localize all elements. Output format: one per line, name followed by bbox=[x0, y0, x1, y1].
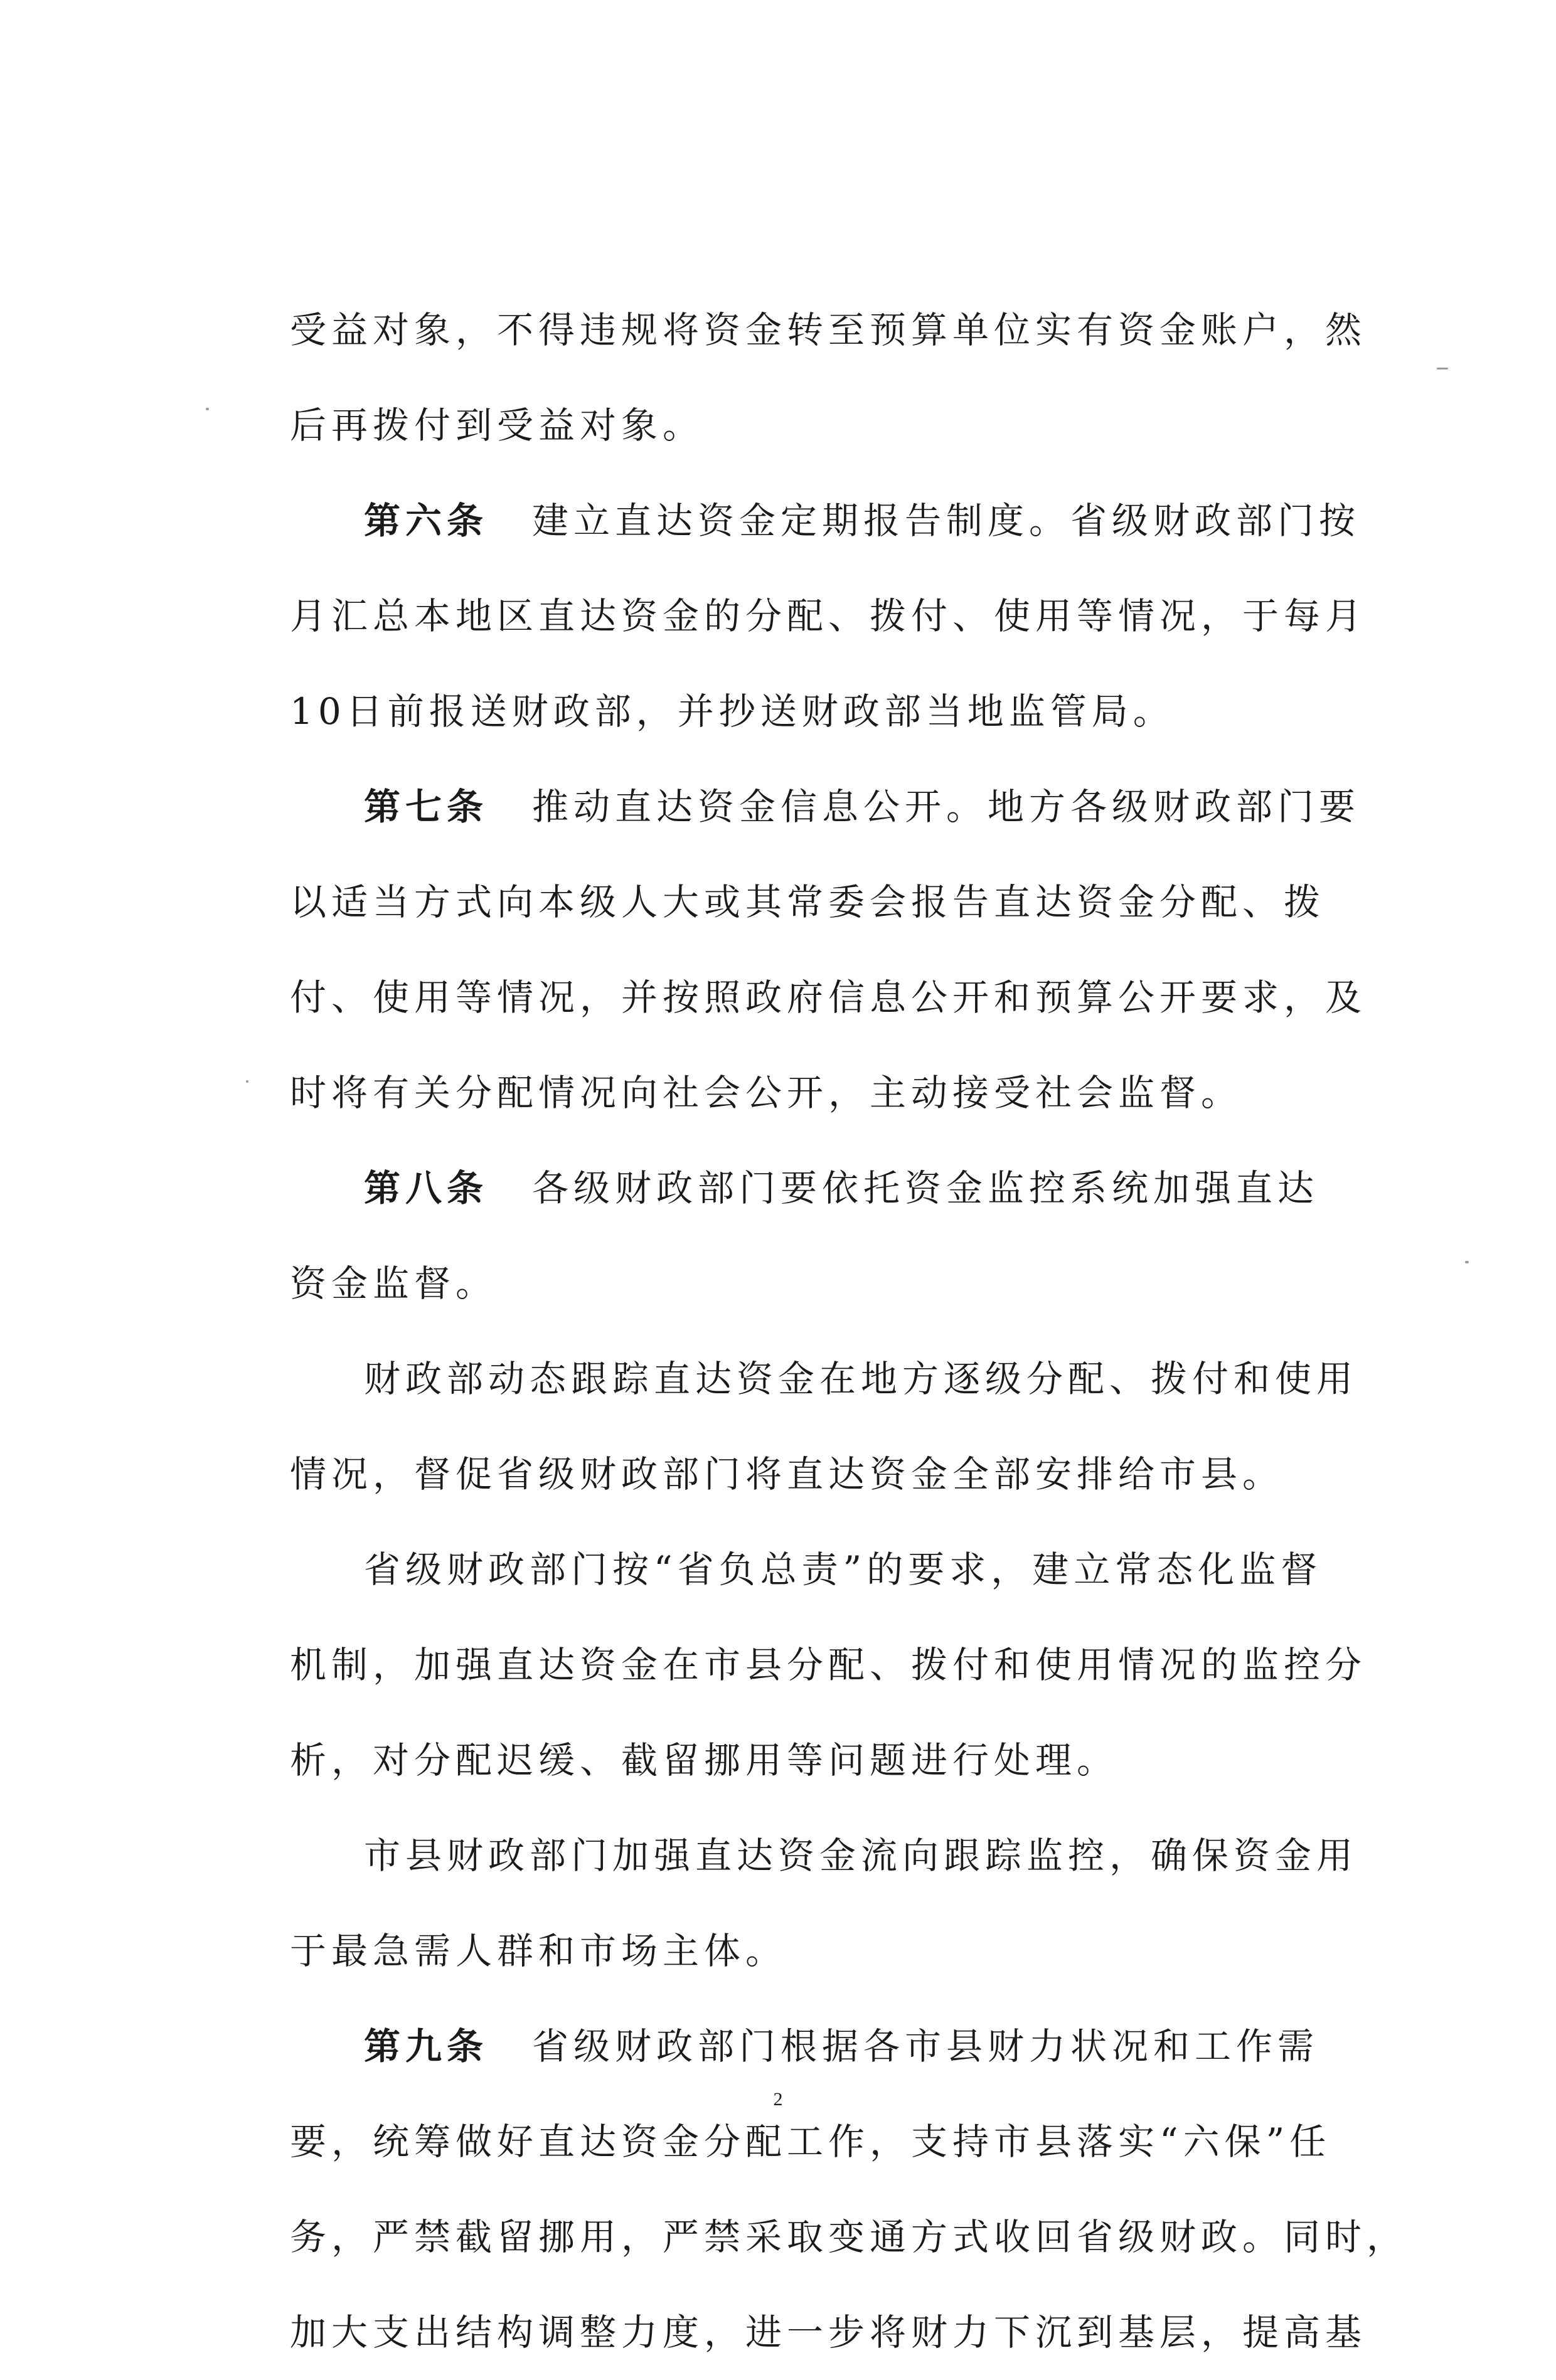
text-line bbox=[290, 282, 1367, 378]
article-heading: 第六条 bbox=[364, 499, 489, 542]
line-text: 务，严禁截留挪用，严禁采取变通方式收回省级财政。同时， bbox=[290, 2216, 1409, 2258]
text-line bbox=[290, 1331, 1358, 1426]
text-line bbox=[290, 1808, 1358, 1903]
article-heading: 第八条 bbox=[364, 1167, 489, 1209]
line-text: 省级财政部门按“省负总责”的要求，建立常态化监督 bbox=[364, 1548, 1323, 1591]
line-text: 推动直达资金信息公开。地方各级财政部门要 bbox=[532, 785, 1361, 828]
document-body bbox=[290, 282, 1409, 2380]
page-number: 2 bbox=[773, 2089, 783, 2110]
text-line bbox=[290, 1236, 1281, 1331]
text-line bbox=[290, 1140, 1319, 1236]
scan-speck bbox=[206, 408, 209, 410]
article-heading: 第九条 bbox=[364, 2025, 489, 2068]
line-text: 市县财政部门加强直达资金流向跟踪监控，确保资金用 bbox=[364, 1834, 1358, 1877]
line-text: 要，统筹做好直达资金分配工作，支持市县落实“六保”任 bbox=[290, 2120, 1331, 2163]
line-text: 资金监督。 bbox=[290, 1262, 498, 1305]
text-line bbox=[290, 1713, 1281, 1808]
line-text: 各级财政部门要依托资金监控系统加强直达 bbox=[532, 1167, 1319, 1209]
line-text: 月汇总本地区直达资金的分配、拨付、使用等情况，于每月 bbox=[290, 595, 1367, 637]
line-text: 于最急需人群和市场主体。 bbox=[290, 1930, 787, 1972]
text-line bbox=[290, 568, 1367, 664]
text-line bbox=[290, 378, 1281, 473]
text-line bbox=[290, 1522, 1323, 1617]
text-line bbox=[290, 2189, 1409, 2285]
line-text: 析，对分配迟缓、截留挪用等问题进行处理。 bbox=[290, 1739, 1119, 1782]
article-heading: 第七条 bbox=[364, 785, 489, 828]
scan-speck bbox=[1465, 1261, 1469, 1263]
text-line bbox=[290, 854, 1326, 950]
line-text: 加大支出结构调整力度，进一步将财力下沉到基层，提高基 bbox=[290, 2311, 1367, 2354]
text-line bbox=[290, 1903, 1281, 1999]
line-text: 情况，督促省级财政部门将直达资金全部安排给市县。 bbox=[290, 1453, 1284, 1495]
text-line bbox=[290, 1426, 1284, 1522]
scan-speck bbox=[246, 1080, 248, 1083]
line-text: 财政部动态跟踪直达资金在地方逐级分配、拨付和使用 bbox=[364, 1357, 1358, 1400]
line-text: 受益对象，不得违规将资金转至预算单位实有资金账户，然 bbox=[290, 309, 1367, 351]
text-line bbox=[290, 1617, 1367, 1713]
line-text: 省级财政部门根据各市县财力状况和工作需 bbox=[532, 2025, 1319, 2068]
text-line bbox=[290, 2285, 1367, 2380]
line-text: 时将有关分配情况向社会公开，主动接受社会监督。 bbox=[290, 1071, 1243, 1114]
line-text: 付、使用等情况，并按照政府信息公开和预算公开要求，及 bbox=[290, 976, 1367, 1019]
text-line bbox=[290, 1999, 1319, 2094]
line-text: 后再拨付到受益对象。 bbox=[290, 404, 705, 447]
line-text: 10日前报送财政部，并抄送财政部当地监管局。 bbox=[290, 690, 1175, 733]
line-text: 以适当方式向本级人大或其常委会报告直达资金分配、拨 bbox=[290, 881, 1326, 923]
text-line bbox=[290, 473, 1361, 568]
line-text: 建立直达资金定期报告制度。省级财政部门按 bbox=[532, 499, 1361, 542]
text-line bbox=[290, 1045, 1281, 1140]
line-text: 机制，加强直达资金在市县分配、拨付和使用情况的监控分 bbox=[290, 1644, 1367, 1686]
text-line bbox=[290, 950, 1367, 1045]
text-line bbox=[290, 759, 1361, 854]
scan-speck bbox=[1437, 368, 1448, 369]
text-line bbox=[290, 664, 1281, 759]
